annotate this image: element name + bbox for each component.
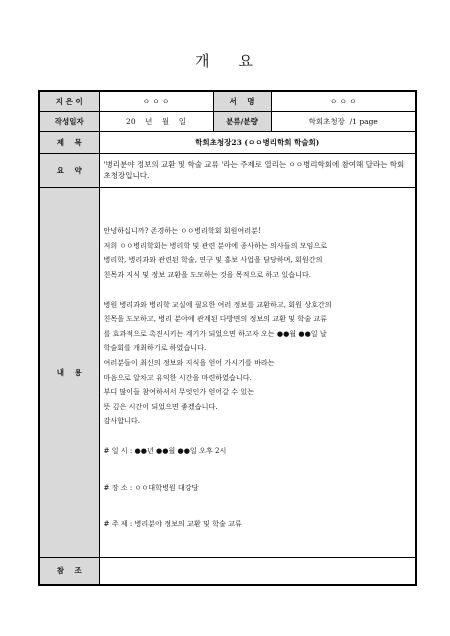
event-place-line: # 장 소 : ㅇㅇ대학병원 대강당 xyxy=(103,482,199,492)
event-date-line: # 일 시 : ●●년 ●●월 ●●일 오후 2시 xyxy=(103,445,227,455)
content-body xyxy=(99,187,416,557)
subject-value: 학회초청장23 (ㅇㅇ병리학회 학술회) xyxy=(99,131,416,153)
body-line-3: 를 효과적으로 촉진시키는 계기가 되었으면 하고자 오는 ●●월 ●●일 날 xyxy=(103,328,327,338)
presenter-value: ㅇ ㅇ ㅇ xyxy=(99,91,213,111)
body-line-4: 학술회를 개최하기로 하였습니다. xyxy=(103,343,207,353)
date-value: 20 년 월 일 xyxy=(99,111,213,131)
intro-line-1: 저희 ㅇㅇ병리학회는 병리학 및 관련 분야에 종사하는 의사들의 모임으로 xyxy=(103,240,328,250)
date-label: 작성일자 xyxy=(39,111,99,131)
body-line-9: 감사합니다. xyxy=(103,416,141,426)
intro-line-2: 병리학, 병리과와 관련된 학술, 연구 및 홍보 사업을 담당하며, 회원간의 xyxy=(103,255,323,265)
category-value: 학회초청장 /1 page xyxy=(271,111,416,131)
body-line-2: 친목을 도모하고, 병리 분야에 관계된 다방면의 정보의 교환 및 학술 교류 xyxy=(103,314,328,324)
reference-row xyxy=(39,557,416,585)
body-line-5: 여러분들이 최신의 정보와 지식을 얻어 가시기를 바라는 xyxy=(103,358,275,367)
greeting-text: 안녕하십니까? 존경하는 ㅇㅇ병리학회 회원여러분! xyxy=(103,226,261,236)
date-row xyxy=(39,111,416,131)
category-label: 분류/분량 xyxy=(213,111,271,131)
event-theme-line: # 주 제 : 병리분야 정보의 교환 및 학술 교류 xyxy=(103,519,242,529)
document-form xyxy=(38,90,417,586)
body-line-8: 뜻 깊은 시간이 되었으면 좋겠습니다. xyxy=(103,401,218,411)
body-line-6: 마음으로 알차고 유익한 시간을 마련하였습니다. xyxy=(103,372,252,382)
content-row xyxy=(39,187,416,557)
summary-value: '병리분야 정보의 교환 및 학술 교류 '라는 주제로 열리는 ㅇㅇ병리학회에 참여해 달라는 학회초청장입니다. xyxy=(99,153,416,187)
signature-label: 서 명 xyxy=(213,91,271,111)
summary-row xyxy=(39,153,416,187)
signature-value: ㅇ ㅇ ㅇ xyxy=(271,91,416,111)
subject-row xyxy=(39,131,416,153)
summary-label: 요 약 xyxy=(39,153,99,187)
intro-line-3: 친목과 지식 및 정보 교환을 도모하는 것을 목적으로 하고 있습니다. xyxy=(103,270,312,280)
subject-label: 제 목 xyxy=(39,131,99,153)
page-title: 개 요 xyxy=(194,52,256,70)
presenter-row xyxy=(39,91,416,111)
reference-label: 참 조 xyxy=(39,557,99,585)
reference-value xyxy=(99,557,416,585)
presenter-label: 지 은 이 xyxy=(39,91,99,111)
body-line-1: 병원 병리과와 병리학 교실에 필요한 여러 정보를 교환하고, 회원 상호간의 xyxy=(103,299,332,309)
body-line-7: 부디 많이들 참여하셔서 무엇인가 얻어갈 수 있는 xyxy=(103,387,255,397)
content-label: 내 용 xyxy=(39,187,99,557)
